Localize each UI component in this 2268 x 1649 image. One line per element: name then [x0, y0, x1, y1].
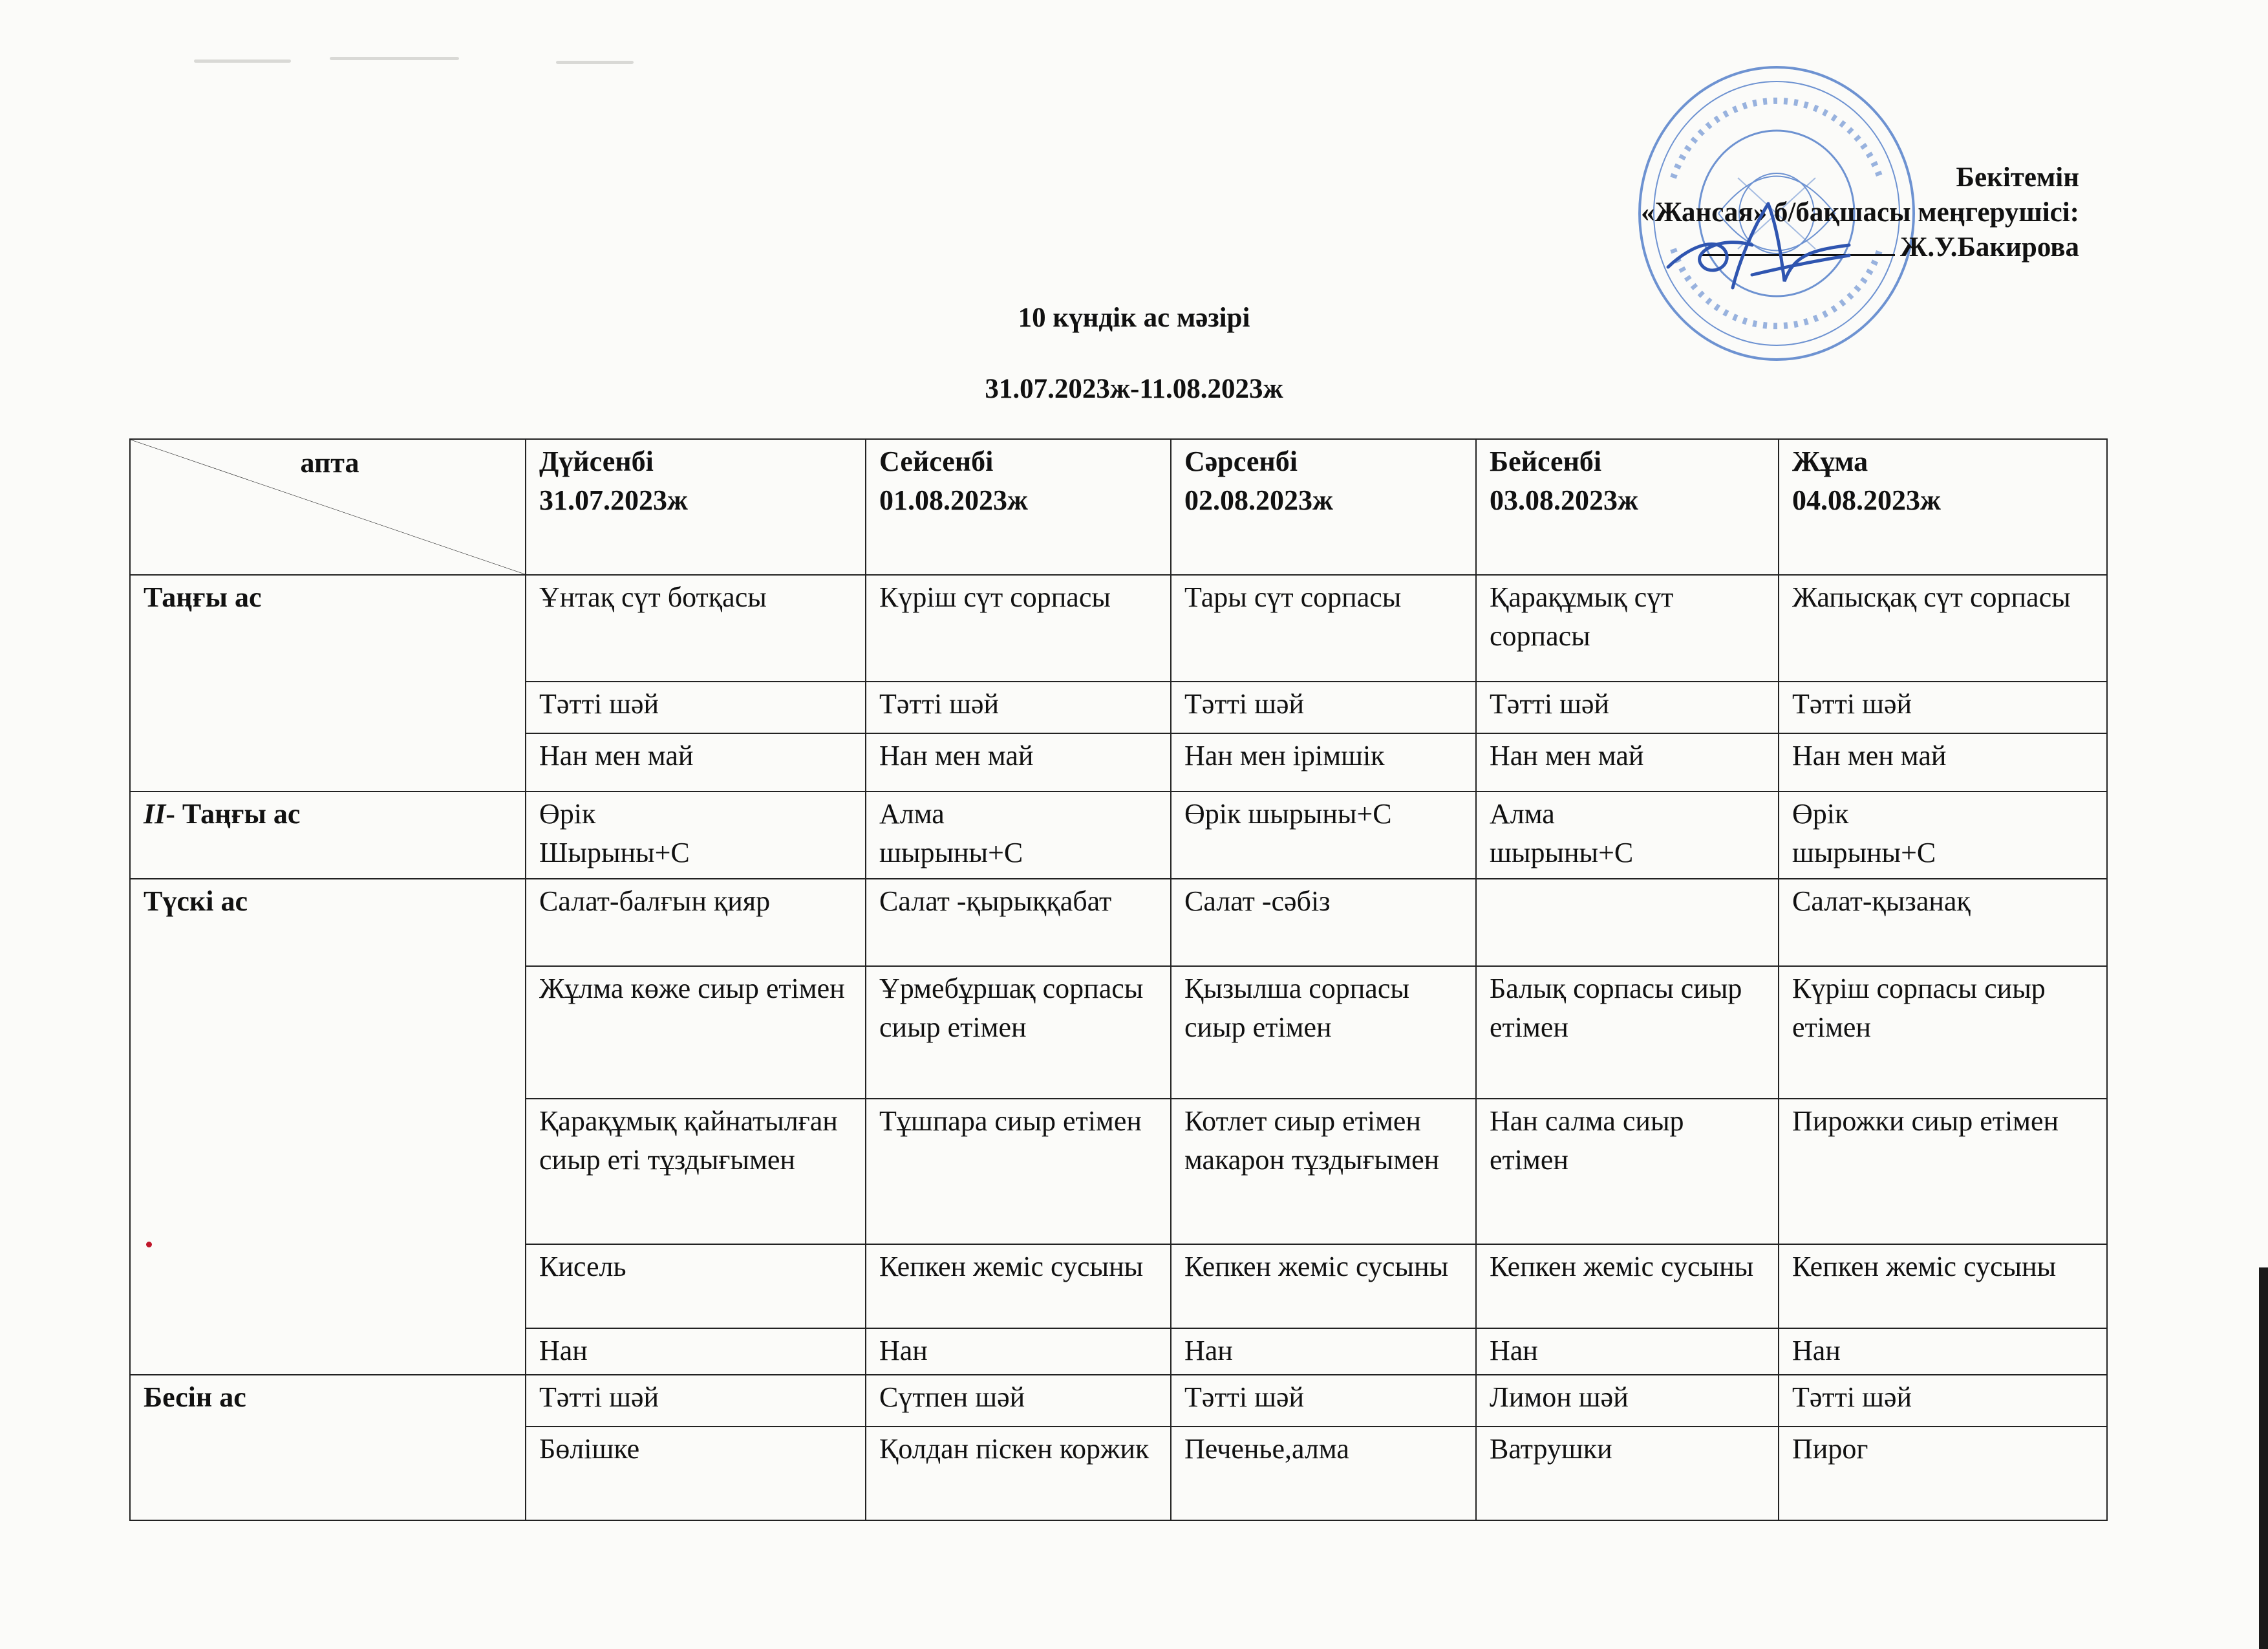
menu-table	[129, 438, 2108, 1521]
day-header	[1476, 439, 1779, 575]
menu-cell: Тары сүт сорпасы	[1171, 575, 1476, 682]
meal-label-lunch	[130, 879, 526, 1375]
menu-cell: Тәтті шәй	[1779, 1375, 2107, 1427]
approval-title: Бекітемін	[1956, 162, 2079, 193]
day-header	[1171, 439, 1476, 575]
menu-cell: Нан мен май	[1476, 733, 1779, 792]
meal-roman-numeral: II	[144, 798, 166, 830]
menu-cell: Балық сорпасы сиыр етімен	[1476, 966, 1779, 1099]
menu-cell: Өрік Шырыны+С	[526, 792, 866, 879]
menu-cell: Нан	[526, 1328, 866, 1375]
menu-cell: Ұнтақ сүт ботқасы	[526, 575, 866, 682]
menu-cell: Жұлма көже сиыр етімен	[526, 966, 866, 1099]
stray-dot-icon	[146, 1242, 152, 1247]
menu-cell: Тәтті шәй	[866, 682, 1171, 733]
day-date: 31.07.2023ж	[539, 484, 688, 516]
menu-cell: Пирожки сиыр етімен	[1779, 1099, 2107, 1244]
menu-cell: Нан салма сиыр етімен	[1476, 1099, 1779, 1244]
menu-cell: Қолдан піскен коржик	[866, 1427, 1171, 1520]
menu-cell: Салат-қызанақ	[1779, 879, 2107, 966]
day-name: Жұма	[1792, 446, 1868, 477]
menu-cell: Қарақұмық қайнатылған сиыр еті тұздығымен	[526, 1099, 866, 1244]
menu-cell	[1476, 879, 1779, 966]
menu-cell: Тәтті шәй	[1171, 682, 1476, 733]
menu-cell: Кепкен жеміс сусыны	[1779, 1244, 2107, 1328]
scan-mark	[330, 57, 459, 60]
scan-mark	[194, 59, 291, 63]
menu-cell: Нан	[1171, 1328, 1476, 1375]
day-date: 03.08.2023ж	[1490, 484, 1638, 516]
meal-label-second-breakfast	[130, 792, 526, 879]
table-row	[130, 575, 2107, 682]
menu-cell: Тәтті шәй	[526, 682, 866, 733]
menu-cell: Нан	[1779, 1328, 2107, 1375]
day-date: 01.08.2023ж	[879, 484, 1028, 516]
menu-cell: Нан мен май	[526, 733, 866, 792]
day-name: Сейсенбі	[879, 446, 994, 477]
day-header	[1779, 439, 2107, 575]
menu-cell: Қарақұмық сүт сорпасы	[1476, 575, 1779, 682]
menu-period: 31.07.2023ж-11.08.2023ж	[985, 374, 1283, 404]
meal-label-text: Түскі ас	[144, 885, 248, 917]
menu-cell: Пирог	[1779, 1427, 2107, 1520]
handwritten-signature-icon	[1655, 191, 1862, 301]
menu-cell: Лимон шәй	[1476, 1375, 1779, 1427]
day-name: Дүйсенбі	[539, 446, 654, 477]
menu-cell: Нан	[866, 1328, 1171, 1375]
menu-cell: Ұрмебұршақ сорпасы сиыр етімен	[866, 966, 1171, 1099]
meal-label-breakfast: Таңғы ас	[130, 575, 526, 792]
menu-cell: Тәтті шәй	[526, 1375, 866, 1427]
scan-edge	[2259, 1267, 2268, 1649]
menu-cell: Күріш сүт сорпасы	[866, 575, 1171, 682]
menu-cell: Өрік шырыны+С	[1779, 792, 2107, 879]
menu-cell: Салат -сәбіз	[1171, 879, 1476, 966]
day-name: Бейсенбі	[1490, 446, 1602, 477]
day-header	[526, 439, 866, 575]
menu-cell: Ватрушки	[1476, 1427, 1779, 1520]
approval-name: Ж.У.Бакирова	[1899, 232, 2079, 263]
day-header	[866, 439, 1171, 575]
menu-cell: Жапысқақ сүт сорпасы	[1779, 575, 2107, 682]
menu-cell: Кепкен жеміс сусыны	[1476, 1244, 1779, 1328]
menu-cell: Сүтпен шәй	[866, 1375, 1171, 1427]
corner-cell	[130, 439, 526, 575]
menu-cell: Тәтті шәй	[1476, 682, 1779, 733]
table-row	[130, 1375, 2107, 1427]
menu-cell: Котлет сиыр етімен макарон тұздығымен	[1171, 1099, 1476, 1244]
menu-cell: Нан мен ірімшік	[1171, 733, 1476, 792]
menu-cell: Қызылша сорпасы сиыр етімен	[1171, 966, 1476, 1099]
day-date: 02.08.2023ж	[1184, 484, 1333, 516]
menu-cell: Нан мен май	[866, 733, 1171, 792]
menu-cell: Салат -қырыққабат	[866, 879, 1171, 966]
menu-cell: Кисель	[526, 1244, 866, 1328]
menu-cell: Өрік шырыны+С	[1171, 792, 1476, 879]
menu-cell: Бөлішке	[526, 1427, 866, 1520]
menu-cell: Алма шырыны+С	[1476, 792, 1779, 879]
menu-cell: Салат-балғын қияр	[526, 879, 866, 966]
menu-cell: Тәтті шәй	[1779, 682, 2107, 733]
day-date: 04.08.2023ж	[1792, 484, 1941, 516]
corner-label: апта	[300, 447, 359, 479]
menu-cell: Тұшпара сиыр етімен	[866, 1099, 1171, 1244]
menu-title: 10 күндік ас мәзірі	[1018, 303, 1250, 333]
approval-position: «Жансая» б/бақшасы меңгерушісі:	[1641, 197, 2079, 228]
menu-cell: Нан мен май	[1779, 733, 2107, 792]
menu-cell: Тәтті шәй	[1171, 1375, 1476, 1427]
day-name: Сәрсенбі	[1184, 446, 1298, 477]
meal-label-text: - Таңғы ас	[166, 798, 301, 830]
meal-label-snack: Бесін ас	[130, 1375, 526, 1520]
menu-cell: Күріш сорпасы сиыр етімен	[1779, 966, 2107, 1099]
header-row	[130, 439, 2107, 575]
menu-cell: Нан	[1476, 1328, 1779, 1375]
menu-cell: Печенье,алма	[1171, 1427, 1476, 1520]
table-row	[130, 879, 2107, 966]
menu-cell: Алма шырыны+С	[866, 792, 1171, 879]
menu-cell: Кепкен жеміс сусыны	[1171, 1244, 1476, 1328]
scan-mark	[556, 61, 634, 64]
menu-cell: Кепкен жеміс сусыны	[866, 1244, 1171, 1328]
table-row	[130, 792, 2107, 879]
